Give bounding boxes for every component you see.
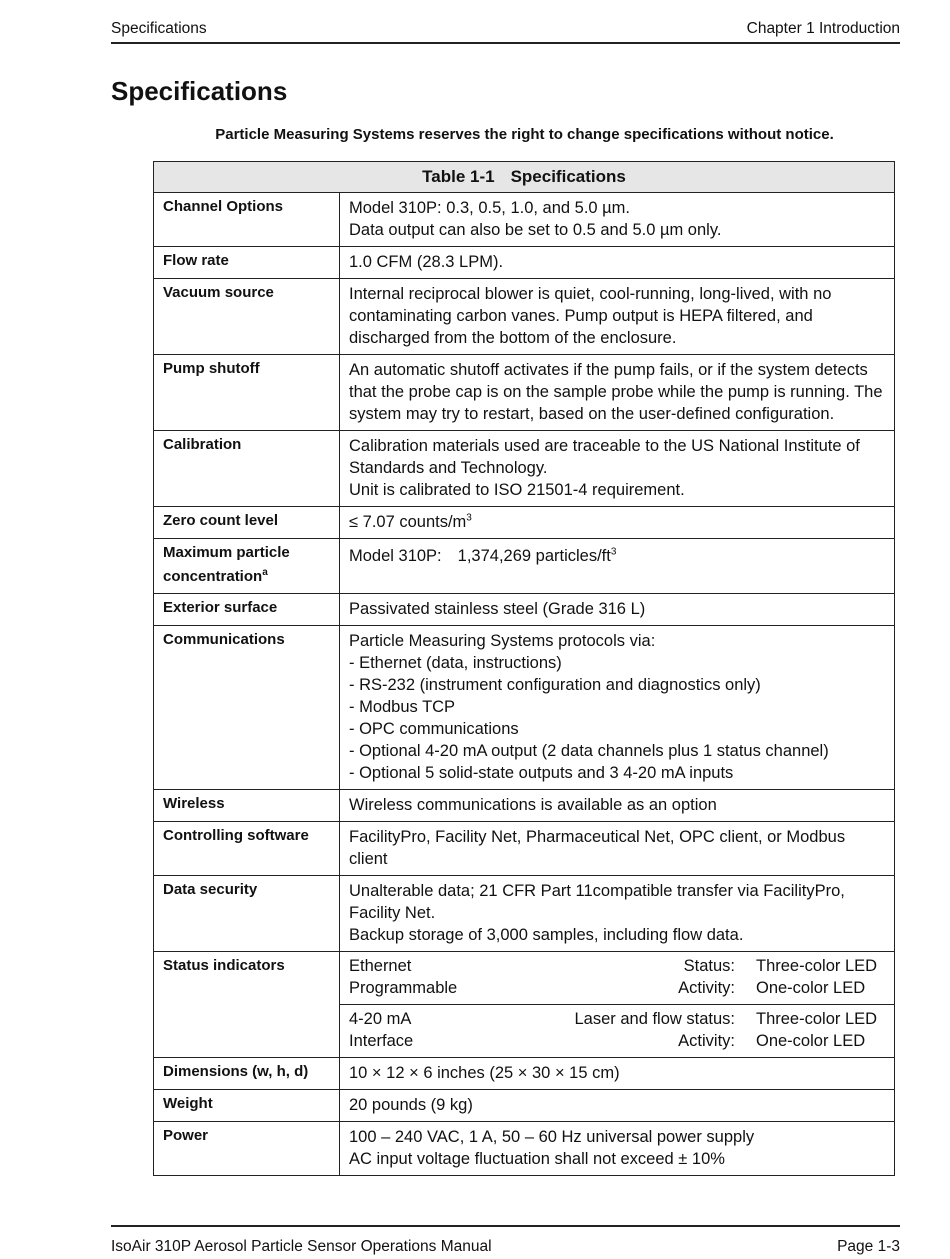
value-line: Backup storage of 3,000 samples, including flow data. [349, 926, 744, 944]
value-line: - OPC communications [349, 720, 519, 738]
status-value: Three-color LED [756, 957, 878, 975]
row-label: Communications [154, 626, 340, 790]
table-row [154, 1090, 895, 1122]
status-block-ethernet [340, 952, 894, 1004]
row-value [340, 431, 895, 507]
table-row [154, 1058, 895, 1090]
table-row [154, 247, 895, 279]
row-value [340, 876, 895, 952]
table-row [154, 952, 895, 1058]
row-label: Status indicators [154, 952, 340, 1058]
row-label: Zero count level [154, 507, 340, 539]
value-line: An automatic shutoff activates if the pump fails, or if the system detects that the probe cap is on the sample probe while the pump is running. The system may try to restart, based on the user-defined configuration. [349, 361, 883, 423]
row-value [340, 1090, 895, 1122]
table-caption-row [154, 162, 895, 193]
value-line: 1.0 CFM (28.3 LPM). [349, 253, 504, 271]
notice-text: Particle Measuring Systems reserves the right to change specifications without notice. [215, 126, 834, 143]
value-line: Particle Measuring Systems protocols via: [349, 632, 656, 650]
page-title: Specifications [111, 76, 288, 106]
table-row [154, 790, 895, 822]
row-value [340, 822, 895, 876]
value-line: - Optional 4-20 mA output (2 data channels plus 1 status channel) [349, 742, 829, 760]
table-row [154, 1122, 895, 1176]
table-row [154, 539, 895, 594]
status-name: 4-20 mA [349, 1010, 412, 1028]
row-value [340, 279, 895, 355]
row-value [340, 1058, 895, 1090]
status-value: Three-color LED [756, 1010, 878, 1028]
row-label: Pump shutoff [154, 355, 340, 431]
row-value [340, 790, 895, 822]
table-row [154, 355, 895, 431]
table-row [154, 822, 895, 876]
row-label: Dimensions (w, h, d) [154, 1058, 340, 1090]
table-row [154, 876, 895, 952]
row-label: Weight [154, 1090, 340, 1122]
value-text: ≤ 7.07 counts/m [349, 513, 467, 531]
value-line: - RS-232 (instrument configuration and diagnostics only) [349, 676, 761, 694]
table-row [154, 507, 895, 539]
row-value [340, 1122, 895, 1176]
row-value [340, 193, 895, 247]
value-line: - Modbus TCP [349, 698, 456, 716]
row-label: Power [154, 1122, 340, 1176]
status-name: Ethernet [349, 957, 412, 975]
row-label: Calibration [154, 431, 340, 507]
row-value [340, 952, 895, 1058]
status-key: Activity: [678, 1032, 735, 1050]
specifications-table [153, 161, 895, 1176]
row-label: Vacuum source [154, 279, 340, 355]
value-line: 20 pounds (9 kg) [349, 1096, 473, 1114]
row-value [340, 594, 895, 626]
row-label: Wireless [154, 790, 340, 822]
status-value: One-color LED [756, 979, 866, 997]
table-caption-number: Table 1-1 [422, 167, 495, 186]
table-row [154, 431, 895, 507]
footer-manual-title: IsoAir 310P Aerosol Particle Sensor Operations Manual [111, 1238, 492, 1255]
table-row [154, 193, 895, 247]
table-row [154, 626, 895, 790]
row-value [340, 626, 895, 790]
status-block-analog [340, 1004, 894, 1057]
value-line: Unit is calibrated to ISO 21501-4 requirement. [349, 481, 685, 499]
value-line: Passivated stainless steel (Grade 316 L) [349, 600, 646, 618]
table-row [154, 594, 895, 626]
row-label: Channel Options [154, 193, 340, 247]
header-section-title: Specifications [111, 20, 207, 37]
value-line: - Optional 5 solid-state outputs and 3 4-20 mA inputs [349, 764, 734, 782]
row-label [154, 539, 340, 594]
status-key: Laser and flow status: [574, 1010, 735, 1028]
row-label: Controlling software [154, 822, 340, 876]
value-line: - Ethernet (data, instructions) [349, 654, 562, 672]
row-label: Data security [154, 876, 340, 952]
value-line: Wireless communications is available as an option [349, 796, 717, 814]
value-line: Calibration materials used are traceable to the US National Institute of Standards and Technology. [349, 437, 860, 477]
header-chapter-title: Chapter 1 Introduction [746, 20, 900, 37]
status-name: Interface [349, 1032, 414, 1050]
table-caption [154, 162, 895, 193]
status-key: Status: [683, 957, 735, 975]
row-value [340, 355, 895, 431]
value-line: 10 × 12 × 6 inches (25 × 30 × 15 cm) [349, 1064, 620, 1082]
value-line: FacilityPro, Facility Net, Pharmaceutical Net, OPC client, or Modbus client [349, 828, 846, 868]
value-line: 100 – 240 VAC, 1 A, 50 – 60 Hz universal power supply [349, 1128, 755, 1146]
value-line: Data output can also be set to 0.5 and 5.0 µm only. [349, 221, 722, 239]
footer-page-number: Page 1-3 [837, 1238, 900, 1255]
superscript: 3 [466, 512, 472, 524]
status-key: Activity: [678, 979, 735, 997]
value-text: 1,374,269 particles/ft [457, 547, 611, 565]
value-line: AC input voltage fluctuation shall not exceed ± 10% [349, 1150, 725, 1168]
status-name: Programmable [349, 979, 458, 997]
row-value [340, 247, 895, 279]
row-value [340, 507, 895, 539]
running-footer [111, 1225, 900, 1259]
value-model: Model 310P: [349, 547, 442, 565]
row-label: Exterior surface [154, 594, 340, 626]
status-value: One-color LED [756, 1032, 866, 1050]
footnote-marker: a [262, 567, 268, 578]
table-row [154, 279, 895, 355]
table-caption-title: Specifications [510, 167, 626, 186]
value-line: Internal reciprocal blower is quiet, cool-running, long-lived, with no contaminating carbon vanes. Pump output is HEPA filtered, and discharged from the bottom of the enclosure. [349, 285, 832, 347]
row-label: Flow rate [154, 247, 340, 279]
row-value [340, 539, 895, 594]
value-line: Model 310P: 0.3, 0.5, 1.0, and 5.0 µm. [349, 199, 631, 217]
superscript: 3 [610, 546, 617, 558]
row-label-text: Maximum particle concentration [163, 544, 290, 585]
value-line: Unalterable data; 21 CFR Part 11compatible transfer via FacilityPro, Facility Net. [349, 882, 845, 922]
running-header [111, 18, 900, 44]
